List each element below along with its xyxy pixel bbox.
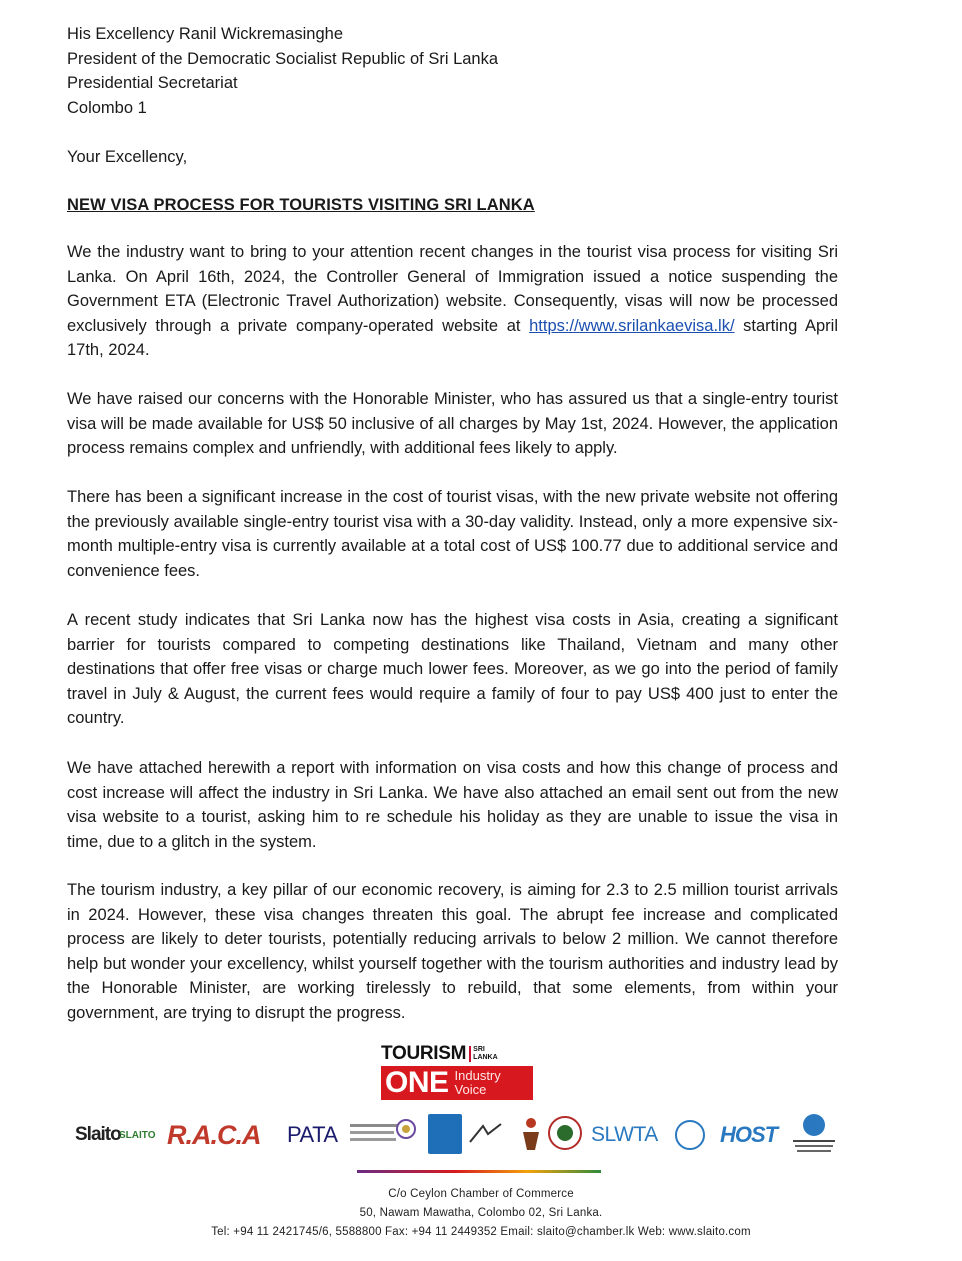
recipient-address — [67, 22, 498, 120]
pata-logo: PATA — [287, 1122, 338, 1147]
paragraph-1-text-b: starting April 17th, 2024. — [67, 316, 838, 360]
circular-seal-logo — [545, 1114, 585, 1152]
footer-divider — [357, 1170, 601, 1173]
recipient-city: Colombo 1 — [67, 98, 147, 117]
tourism-one-logo-industry-voice — [455, 1069, 501, 1097]
paragraph-1-text-a: We the industry want to bring to your attention recent changes in the tourist visa process for visiting Sri Lanka. On April 16th, 2024, the Controller General of Immigration issued a notice suspending the Government ETA (Electronic Travel Authorization) website. Consequently, visas will now be processed exclusively through a private company-operated website at — [67, 243, 838, 335]
crest-logo — [395, 1118, 417, 1144]
recipient-office: Presidential Secretariat — [67, 74, 238, 92]
recipient-title: President of the Democratic Socialist Republic of Sri Lanka — [67, 49, 499, 68]
tar-logo — [468, 1120, 503, 1150]
slaito-youth-logo: SLAITO — [119, 1129, 156, 1141]
paragraph-4: A recent study indicates that Sri Lanka now has the highest visa costs in Asia, creating a significant barrier for tourists compared to competing destinations like Thailand, Vietnam and many other destinations that offer free visas or charge much lower fees. Moreover, as we go into the period of family travel in July & August, the current fees would require a family of four to pay US$ 400 just to enter the country. — [67, 611, 838, 728]
tourism-one-logo-voice: Voice — [454, 1082, 487, 1097]
airline-association-logo — [789, 1112, 839, 1158]
footer-contact: Tel: +94 11 2421745/6, 5588800 Fax: +94 11 2449352 Email: slaito@chamber.lk Web: www.slaito.com — [211, 1226, 751, 1238]
tourism-one-logo-industry: Industry — [454, 1068, 501, 1083]
visa-website-link[interactable]: https://www.srilankaevisa.lk/ — [529, 316, 735, 335]
raca-logo: R.A.C.A — [167, 1119, 261, 1150]
tourism-one-logo-one: ONE — [385, 1066, 449, 1099]
paragraph-1 — [67, 240, 838, 363]
slaito-logo: Slaito — [75, 1124, 121, 1145]
slwta-logo: SLWTA — [591, 1123, 658, 1146]
tourism-one-logo-lanka: LANKA — [473, 1054, 498, 1061]
association-logos — [75, 1112, 845, 1162]
dancer-logo — [520, 1116, 542, 1154]
tourism-one-logo-sri: SRI — [473, 1046, 485, 1053]
tourism-one-logo — [381, 1043, 533, 1100]
recipient-name: His Excellency Ranil Wickremasinghe — [67, 25, 344, 43]
blue-association-logo — [428, 1114, 462, 1154]
footer-address: 50, Nawam Mawatha, Colombo 02, Sri Lanka. — [359, 1207, 603, 1219]
host-logo: HOST — [720, 1122, 778, 1147]
paragraph-5: We have attached herewith a report with information on visa costs and how this change of process and cost increase will affect the industry in Sri Lanka. We have also attached an email sent out from the new visa website to a tourist, asking him to re schedule his holiday as they are unable to issue the visa in time, due to a glitch in the system. — [67, 759, 838, 851]
paragraph-6: The tourism industry, a key pillar of our economic recovery, is aiming for 2.3 to 2.5 million tourist arrivals in 2024. However, these visa changes threaten this goal. The abrupt fee increase and complicated process are likely to deter tourists, potentially reducing arrivals to below 2 million. We cannot therefore help but wonder your excellency, whilst yourself together with the tourism authorities and industry lead by the Honorable Minister, are working tirelessly to rebuild, that some elements, from within your government, are trying to disrupt the progress. — [67, 881, 838, 1022]
paragraph-3: There has been a significant increase in the cost of tourist visas, with the new private website not offering the previously available single-entry tourist visa with a 30-day validity. Instead, only a more expensive six-month multiple-entry visa is currently available at a total cost of US$ 100.77 due to additional service and convenience fees. — [67, 488, 838, 580]
paragraph-2: We have raised our concerns with the Honorable Minister, who has assured us that a single-entry tourist visa will be made available for US$ 50 inclusive of all charges by May 1st, 2024. However, the application process remains complex and unfriendly, with additional fees likely to apply. — [67, 390, 838, 458]
subject-heading: NEW VISA PROCESS FOR TOURISTS VISITING SRI LANKA — [67, 196, 535, 214]
tourism-one-logo-tourism: TOURISM — [381, 1043, 467, 1064]
salutation: Your Excellency, — [67, 148, 188, 166]
association-text-logo — [350, 1120, 400, 1150]
globe-logo — [675, 1120, 705, 1150]
footer-line-1: C/o Ceylon Chamber of Commerce — [388, 1188, 574, 1200]
tourism-one-logo-sri-lanka — [469, 1046, 498, 1062]
